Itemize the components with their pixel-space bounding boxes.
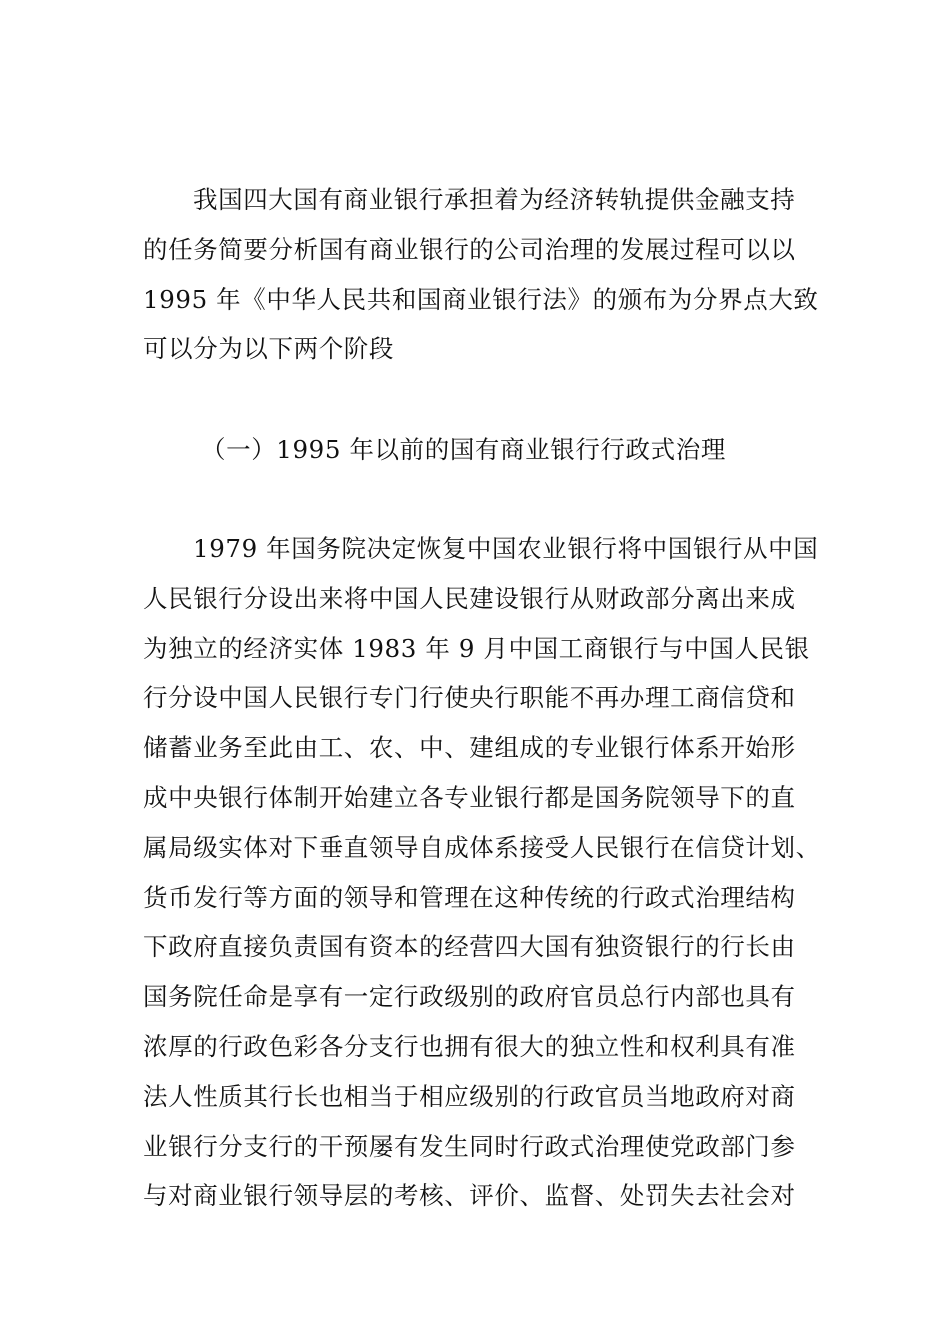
text-line: 成中央银行体制开始建立各专业银行都是国务院领导下的直 [143,782,796,812]
text-line: 属局级实体对下垂直领导自成体系接受人民银行在信贷计划、 [143,832,821,862]
text-line: 业银行分支行的干预屡有发生同时行政式治理使党政部门参 [143,1131,796,1161]
text-line: 国务院任命是享有一定行政级别的政府官员总行内部也具有 [143,982,796,1012]
text-line: 我国四大国有商业银行承担着为经济转轨提供金融支持 [193,185,796,214]
text-line: 1979 年国务院决定恢复中国农业银行将中国银行从中国 [193,534,819,563]
text-line: 可以分为以下两个阶段 [143,334,394,364]
text-line: 1995 年《中华人民共和国商业银行法》的颁布为分界点大致 [143,284,819,314]
text-line: 浓厚的行政色彩各分支行也拥有很大的独立性和权利具有准 [143,1031,796,1061]
text-line: 为独立的经济实体 1983 年 9 月中国工商银行与中国人民银 [143,633,810,663]
text-line: 储蓄业务至此由工、农、中、建组成的专业银行体系开始形 [143,733,796,763]
paragraph-2 [143,524,823,1221]
text-line: 下政府直接负责国有资本的经营四大国有独资银行的行长由 [143,932,796,962]
text-line: 人民银行分设出来将中国人民建设银行从财政部分离出来成 [143,583,796,613]
paragraph-1 [143,175,823,374]
text-line: 法人性质其行长也相当于相应级别的行政官员当地政府对商 [143,1081,796,1111]
section-heading-1 [143,425,823,475]
text-line: 行分设中国人民银行专门行使央行职能不再办理工商信贷和 [143,683,796,713]
text-line: 的任务简要分析国有商业银行的公司治理的发展过程可以以 [143,234,796,264]
text-line: 货币发行等方面的领导和管理在这种传统的行政式治理结构 [143,882,796,912]
section-heading-text: （一）1995 年以前的国有商业银行行政式治理 [201,435,726,464]
text-line: 与对商业银行领导层的考核、评价、监督、处罚失去社会对 [143,1181,796,1211]
